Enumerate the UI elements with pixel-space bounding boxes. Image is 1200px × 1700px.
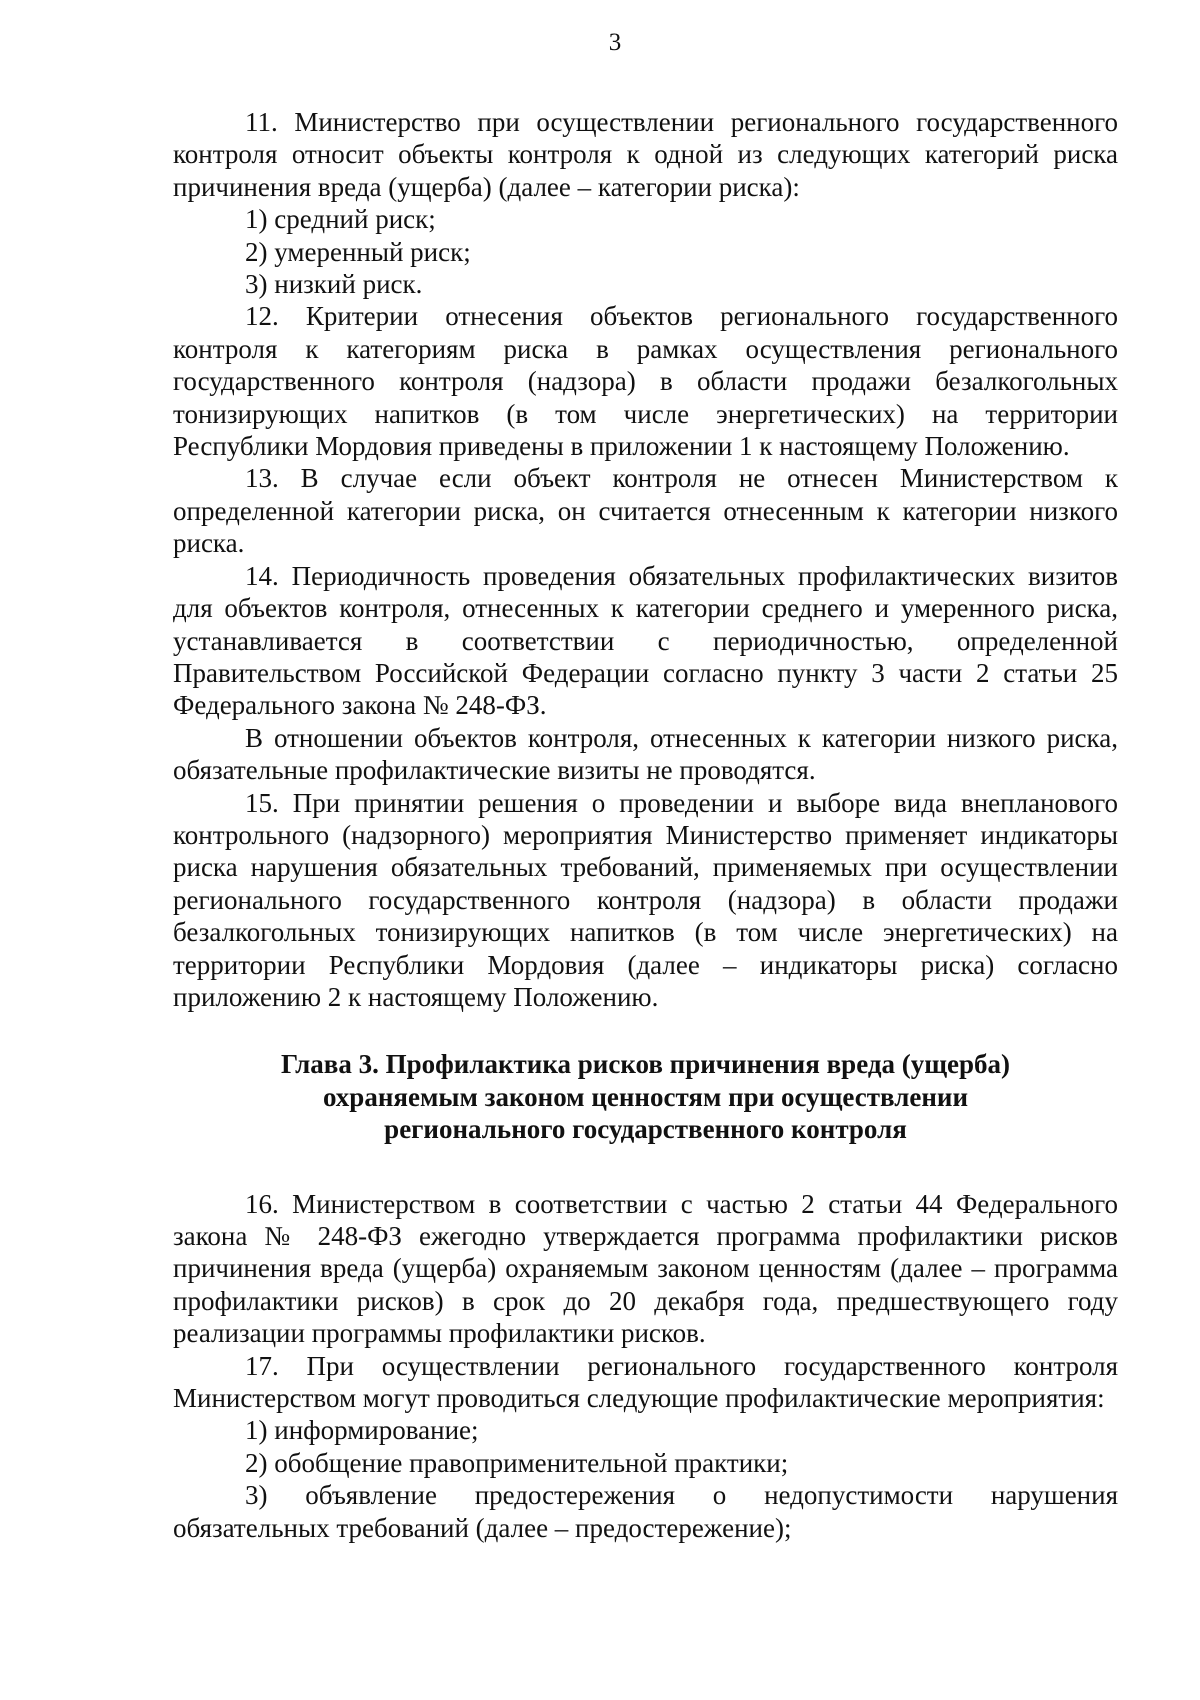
list-item-medium-risk: 1) средний риск; — [245, 204, 436, 235]
list-item-informing: 1) информирование; — [245, 1415, 479, 1446]
paragraph-17: 17. При осуществлении регионального государственного контроля Министерством могут проводиться следующие профилактические мероприятия: — [173, 1350, 1118, 1414]
paragraph-15: 15. При принятии решения о проведении и выборе вида внепланового контрольного (надзорного) мероприятия Министерство применяет индикаторы риска нарушения обязательных требований, применяемых при осуществлении регионального государственного контроля (надзора) в области продажи безалкогольных тонизирующих напитков (в том числе энергетических) на территории Республики Мордовия (далее – индикаторы риска) согласно приложению 2 к настоящему Положению. — [173, 787, 1118, 1012]
chapter-heading — [173, 1048, 1118, 1145]
document-body — [173, 106, 1118, 1544]
chapter-heading-line-1: Глава 3. Профилактика рисков причинения вреда (ущерба) — [280, 1049, 1011, 1080]
page-number: 3 — [608, 29, 622, 56]
list-item-warning: 3) объявление предостережения о недопустимости нарушения обязательных требований (далее – предостережение); — [173, 1480, 1118, 1543]
chapter-heading-line-2: охраняемым законом ценностям при осуществлении — [322, 1081, 969, 1112]
paragraph-14: 14. Периодичность проведения обязательных профилактических визитов для объектов контроля, отнесенных к категории среднего и умеренного риска, устанавливается в соответствии с периодичностью, определенной Правительством Российской Федерации согласно пункту 3 части 2 статьи 25 Федерального закона № 248-ФЗ. — [173, 560, 1118, 721]
paragraph-13: 13. В случае если объект контроля не отнесен Министерством к определенной категории риска, он считается отнесенным к категории низкого риска. — [173, 463, 1118, 559]
list-item-practice-summary: 2) обобщение правоприменительной практики; — [245, 1447, 789, 1478]
list-item-moderate-risk: 2) умеренный риск; — [245, 236, 471, 267]
paragraph-14-continuation: В отношении объектов контроля, отнесенных к категории низкого риска, обязательные профилактические визиты не проводятся. — [173, 722, 1118, 786]
paragraph-12: 12. Критерии отнесения объектов регионального государственного контроля к категориям риска в рамках осуществления регионального государственного контроля (надзора) в области продажи безалкогольных тонизирующих напитков (в том числе энергетических) на территории Республики Мордовия приведены в приложении 1 к настоящему Положению. — [173, 301, 1118, 462]
chapter-heading-line-3: регионального государственного контроля — [384, 1114, 907, 1145]
paragraph-11: 11. Министерство при осуществлении регионального государственного контроля относит объекты контроля к одной из следующих категорий риска причинения вреда (ущерба) (далее – категории риска): — [173, 107, 1118, 202]
paragraph-16: 16. Министерством в соответствии с частью 2 статьи 44 Федерального закона № 248-ФЗ ежегодно утверждается программа профилактики рисков причинения вреда (ущерба) охраняемым законом ценностям (далее – программа профилактики рисков) в срок до 20 декабря года, предшествующего году реализации программы профилактики рисков. — [173, 1188, 1118, 1349]
list-item-low-risk: 3) низкий риск. — [245, 269, 423, 300]
